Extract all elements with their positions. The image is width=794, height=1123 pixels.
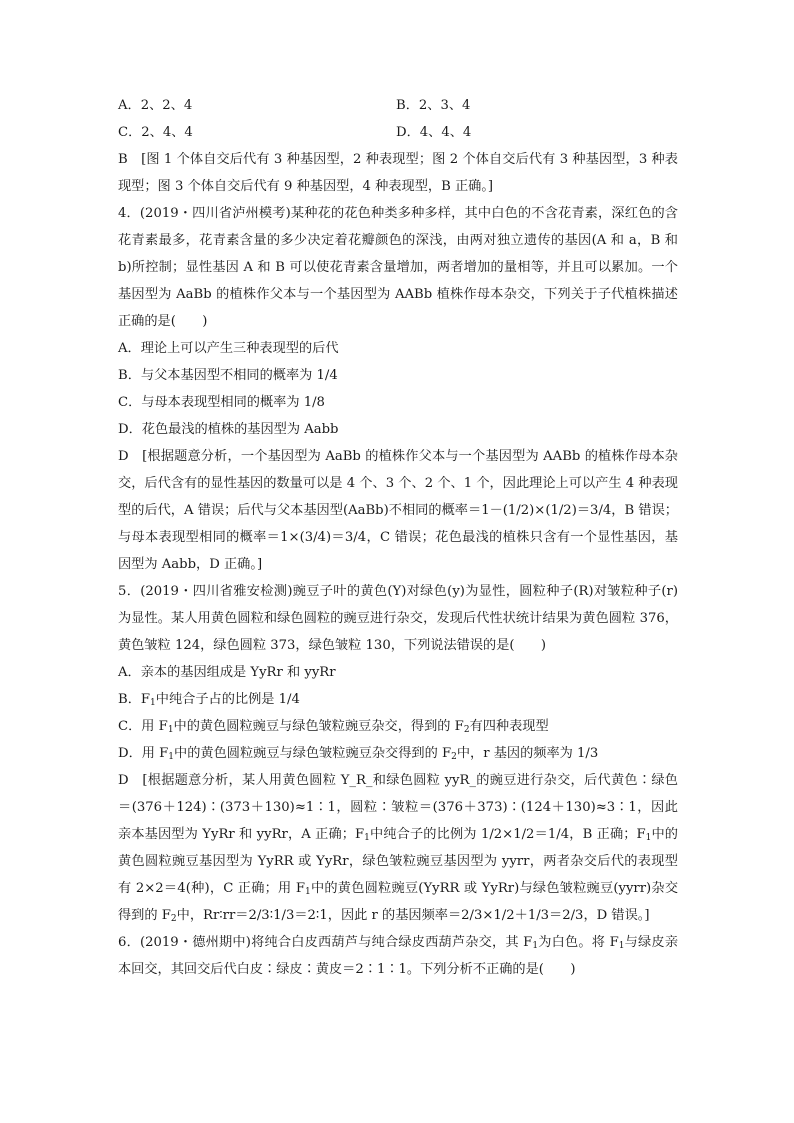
q5-answer-subscript-1: 1: [364, 833, 370, 843]
q5-answer-text-2: 中纯合子的比例为 1/2×1/2＝1/4，B 正确；F: [369, 827, 646, 842]
q3-option-a: A．2、2、4: [118, 98, 193, 113]
q4-option-a: A．理论上可以产生三种表现型的后代: [118, 341, 339, 356]
q5-option-d-subscript-2: 2: [451, 752, 457, 762]
q5-answer-subscript-2: 1: [645, 833, 652, 843]
q5-answer-subscript-4: 2: [170, 914, 177, 924]
q5-option-d-text-2: 中的黄色圆粒豌豆与绿色皱粒豌豆杂交得到的 F: [174, 746, 452, 761]
q4-stem: 4．(2019・四川省泸州模考)某种花的花色种类多种多样，其中白色的不含花青素，深红色的含花青素最多，花青素含量的多少决定着花瓣颜色的深浅，由两对独立遗传的基因(A 和 a，B 和 b)所控制；显性基因 A 和 B 可以使花青素含量增加，两者增加的量相等，并且可以累加。一个基因型为 AaBb 的植株作父本与一个基因型为 AABb 植株作母本杂交，下列关于子代植株描述正确的是( ): [118, 206, 678, 329]
q6-stem-text-3: 与绿皮亲本回交，其回交后代白皮∶绿皮∶黄皮＝2∶1∶1。下列分析不正确的是( ): [118, 935, 679, 977]
q5-option-b: [118, 686, 678, 713]
q5-stem: 5．(2019・四川省雅安检测)豌豆子叶的黄色(Y)对绿色(y)为显性，圆粒种子(R)对皱粒种子(r)为显性。某人用黄色圆粒和绿色圆粒的豌豆进行杂交，发现后代性状统计结果为黄色圆粒 376，黄色皱粒 124，绿色圆粒 373，绿色皱粒 130，下列说法错误的是( ): [118, 584, 678, 653]
q4-option-c: C．与母本表现型相同的概率为 1/8: [118, 395, 325, 410]
q5-option-c-subscript-2: 2: [463, 725, 470, 735]
q6-stem: [118, 929, 678, 983]
q3-option-b: B．2、3、4: [396, 98, 471, 113]
q5-option-d-text-3: 中，r 基因的频率为 1/3: [456, 746, 599, 761]
q5-answer: [118, 767, 678, 929]
q3-option-d: D．4、4、4: [396, 125, 472, 140]
q3-options-row-1: [118, 92, 678, 119]
q5-answer-text-4: 中的黄色圆粒豌豆(YyRR 或 YyRr)与绿色皱粒豌豆(yyrr)杂交得到的 F: [118, 881, 679, 923]
q5-option-a: A．亲本的基因组成是 YyRr 和 yyRr: [118, 665, 336, 680]
q5-option-b-text-1: B．F: [118, 692, 151, 707]
q3-option-c: C．2、4、4: [118, 125, 193, 140]
q5-option-d-text-1: D．用 F: [118, 746, 169, 761]
q3-options-row-2: [118, 119, 678, 146]
q5-option-c: [118, 713, 678, 740]
q6-stem-subscript-2: 1: [618, 941, 625, 951]
q5-option-d: [118, 740, 678, 767]
q5-option-d-subscript-1: 1: [168, 752, 175, 762]
q5-option-c-subscript-1: 1: [167, 725, 174, 735]
q5-option-c-text-3: 有四种表现型: [469, 719, 549, 734]
document-page: [118, 92, 678, 983]
q5-option-c-text-2: 中的黄色圆粒豌豆与绿色皱粒豌豆杂交，得到的 F: [173, 719, 464, 734]
q5-option-c-text-1: C．用 F: [118, 719, 168, 734]
q5-option-b-text-2: 中纯合子占的比例是 1/4: [155, 692, 300, 707]
q3-answer: B [图 1 个体自交后代有 3 种基因型，2 种表现型；图 2 个体自交后代有 3 种基因型，3 种表现型；图 3 个体自交后代有 9 种基因型，4 种表现型，B 正确。]: [118, 152, 678, 194]
q4-option-d: D．花色最浅的植株的基因型为 Aabb: [118, 422, 339, 437]
q6-stem-subscript-1: 1: [532, 941, 539, 951]
q4-option-b: B．与父本基因型不相同的概率为 1/4: [118, 368, 338, 383]
q5-answer-text-5: 中，Rr∶rr＝2/3∶1/3＝2∶1，因此 r 的基因频率＝2/3×1/2＋1/3＝2/3，D 错误。]: [176, 908, 650, 923]
q5-option-b-subscript: 1: [150, 698, 156, 708]
q5-answer-text-3: 中的黄色圆粒豌豆基因型为 YyRR 或 YyRr，绿色皱粒豌豆基因型为 yyrr，两者杂交后代的表现型有 2×2＝4(种)，C 正确；用 F: [118, 827, 678, 896]
q6-stem-text-2: 为白色。将 F: [538, 935, 619, 950]
q6-stem-text-1: 6．(2019・德州期中)将纯合白皮西葫芦与纯合绿皮西葫芦杂交，其 F: [118, 935, 533, 950]
q4-answer: D [根据题意分析，一个基因型为 AaBb 的植株作父本与一个基因型为 AABb 的植株作母本杂交，后代含有的显性基因的数量可以是 4 个、3 个、2 个、1 个，因此理论上可以产生 4 种表现型的后代，A 错误；后代与父本基因型(AaBb)不相同的概率＝1－(1/2)×(1/2)＝3/4，B 错误；与母本表现型相同的概率＝1×(3/4)＝3/4，C 错误；花色最浅的植株只含有一个显性基因，基因型为 Aabb，D 正确。]: [118, 449, 678, 572]
q5-answer-subscript-3: 1: [305, 887, 311, 897]
q5-answer-text-1: D [根据题意分析，某人用黄色圆粒 Y_R_和绿色圆粒 yyR_的豌豆进行杂交，后代黄色∶绿色＝(376＋124)∶(373＋130)≈1∶1，圆粒∶皱粒＝(376＋373)∶(124＋130)≈3∶1，因此亲本基因型为 YyRr 和 yyRr，A 正确；F: [118, 773, 678, 842]
